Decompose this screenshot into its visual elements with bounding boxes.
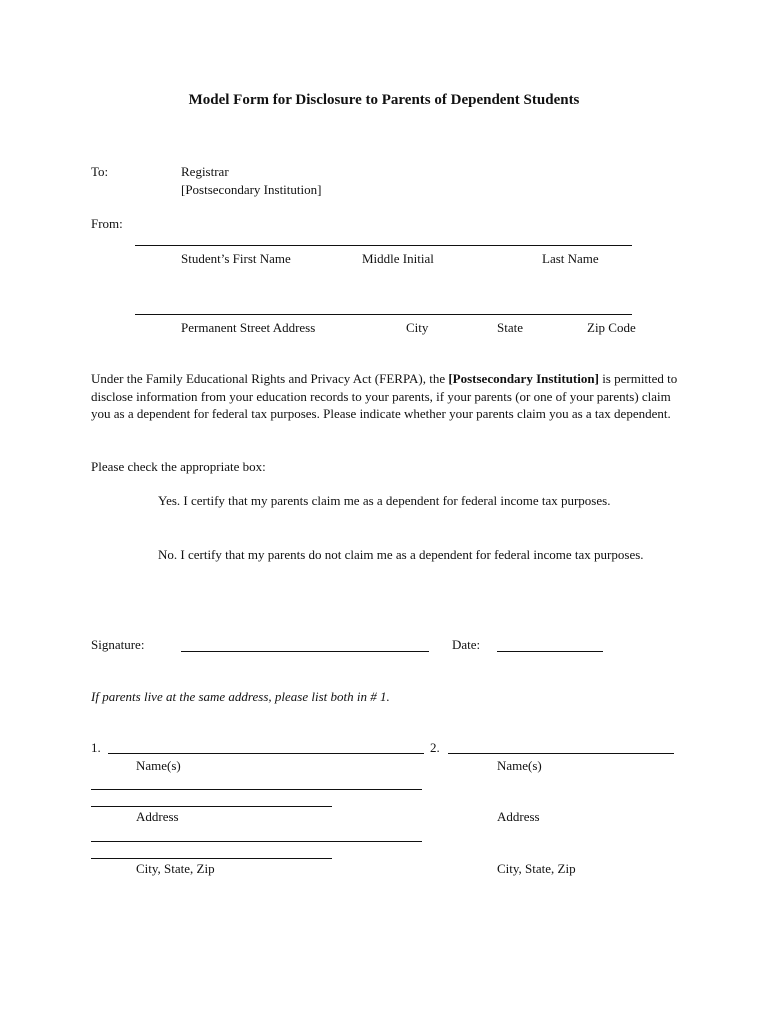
first-name-caption: Student’s First Name [181,251,291,266]
student-address-line[interactable] [135,314,632,315]
last-name-caption: Last Name [542,251,599,266]
parent1-name-caption: Name(s) [136,758,181,773]
parent2-name-caption: Name(s) [497,758,542,773]
ferpa-institution: [Postsecondary Institution] [448,371,599,386]
parent2-number: 2. [430,740,440,755]
signature-label: Signature: [91,637,145,652]
parent1-address-caption: Address [136,809,179,824]
date-line[interactable] [497,651,603,652]
parent2-address-caption: Address [497,809,540,824]
parent2-city-caption: City, State, Zip [497,861,576,876]
street-address-caption: Permanent Street Address [181,320,316,335]
date-label: Date: [452,637,481,652]
parent1-name-line[interactable] [108,753,424,754]
form-title: Model Form for Disclosure to Parents of Dependent Students [188,92,580,108]
ferpa-text-2: is permitted to disclose information from your education records to your parents, if your parents (or one of your parents) claim you as a dependent for federal tax purposes. Please indicate whether your parents claim you as a tax dependent. [91,371,678,421]
parent1-city-line-2[interactable] [91,858,332,859]
middle-initial-caption: Middle Initial [362,251,434,266]
parent1-address-line-1[interactable] [91,789,422,790]
parent1-city-line-1[interactable] [91,841,422,842]
ferpa-paragraph [91,370,681,423]
option-no[interactable]: No. I certify that my parents do not claim me as a dependent for federal income tax purposes. [158,547,644,562]
zip-code-caption: Zip Code [587,320,636,335]
parent1-number: 1. [91,740,101,755]
to-label: To: [91,164,109,179]
check-prompt: Please check the appropriate box: [91,459,266,474]
parent2-name-line[interactable] [448,753,674,754]
city-caption: City [406,320,429,335]
option-yes[interactable]: Yes. I certify that my parents claim me as a dependent for federal income tax purposes. [158,493,611,508]
parent1-city-caption: City, State, Zip [136,861,215,876]
to-registrar: Registrar [181,164,229,179]
ferpa-text-1: Under the Family Educational Rights and Privacy Act (FERPA), the [91,371,449,386]
to-institution: [Postsecondary Institution] [181,182,322,197]
signature-line[interactable] [181,651,429,652]
parent1-address-line-2[interactable] [91,806,332,807]
student-name-line[interactable] [135,245,632,246]
state-caption: State [497,320,523,335]
from-label: From: [91,216,123,231]
parents-note: If parents live at the same address, please list both in # 1. [91,689,390,704]
